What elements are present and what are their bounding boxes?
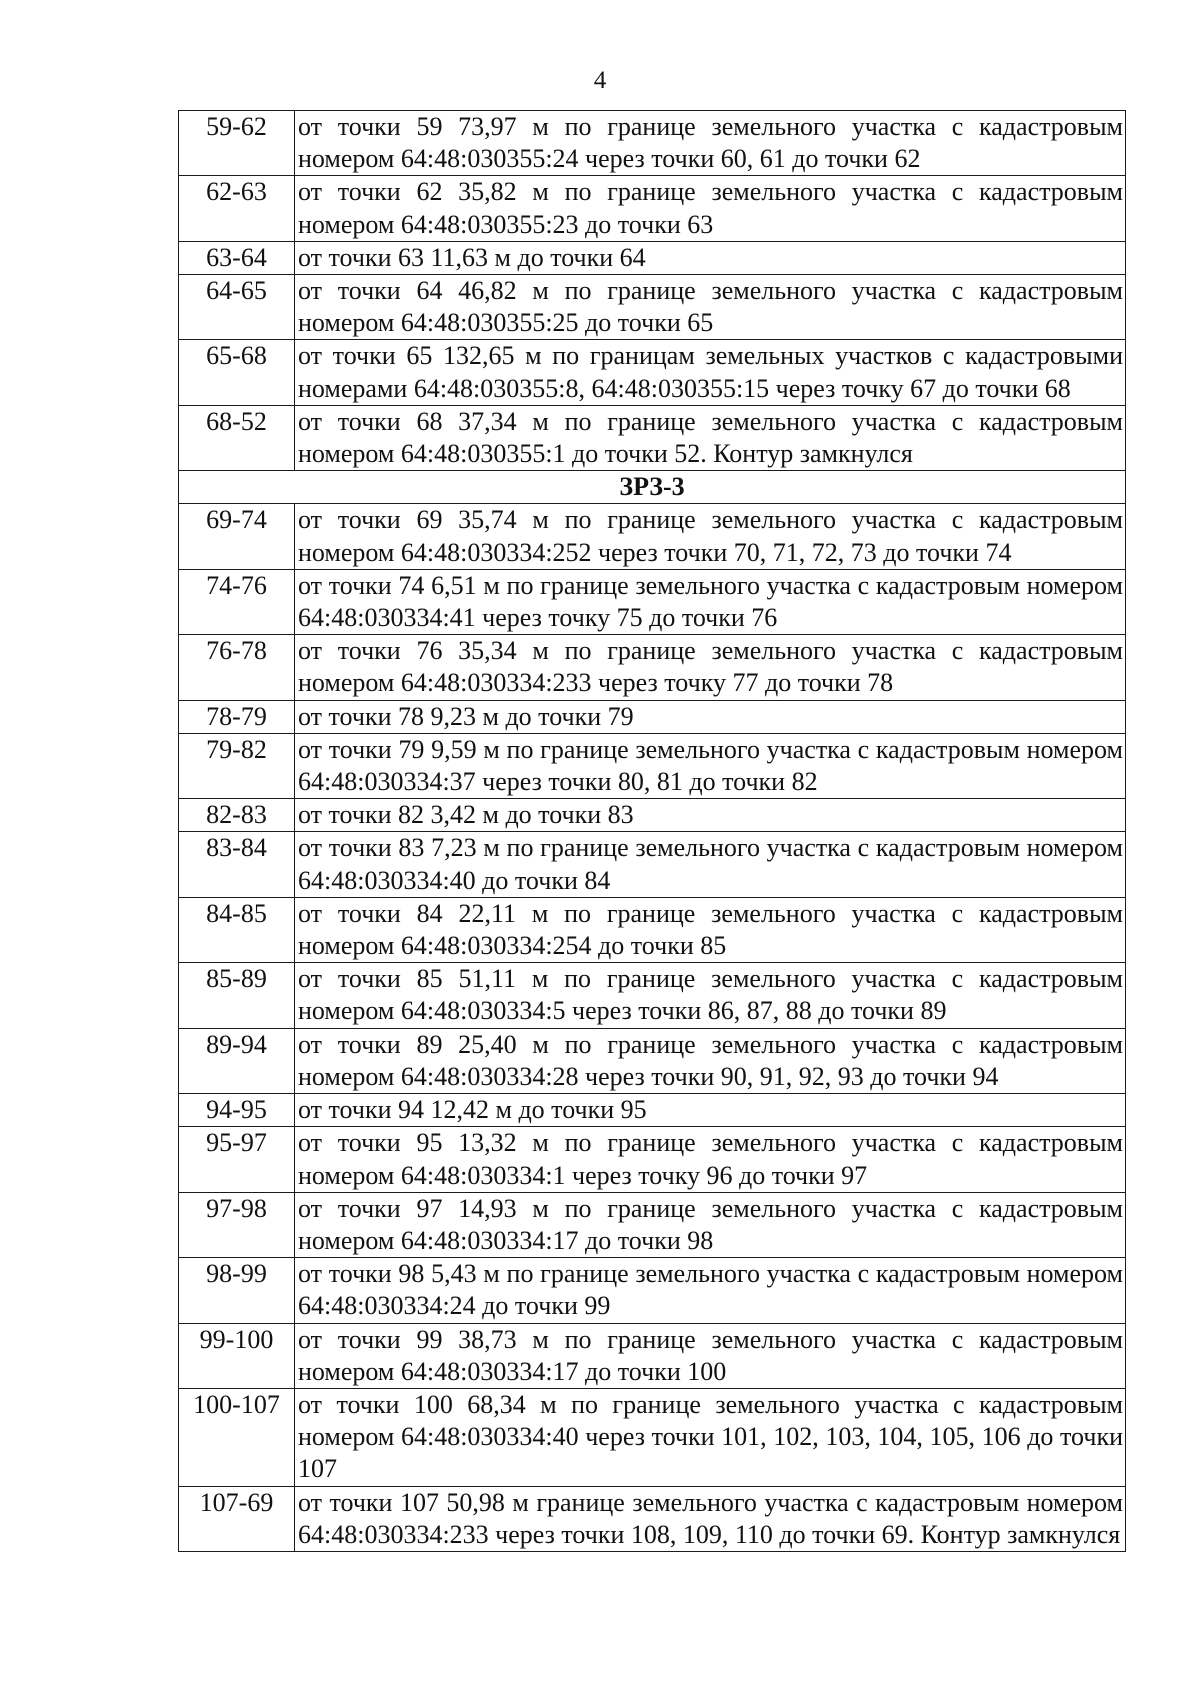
segment-cell: 62-63 <box>179 176 295 241</box>
segment-cell: 85-89 <box>179 963 295 1028</box>
table-row <box>179 1486 1126 1551</box>
table-row <box>179 733 1126 798</box>
description-cell: от точки 83 7,23 м по границе земельного участка с кадастровым номером 64:48:030334:40 до точки 84 <box>295 832 1126 897</box>
segment-cell: 76-78 <box>179 635 295 700</box>
table-row <box>179 275 1126 340</box>
segment-cell: 99-100 <box>179 1323 295 1388</box>
table-row <box>179 340 1126 405</box>
table-body <box>179 111 1126 1552</box>
description-cell: от точки 65 132,65 м по границам земельных участков с кадастровыми номерами 64:48:030355:8, 64:48:030355:15 через точку 67 до точки 68 <box>295 340 1126 405</box>
description-cell: от точки 89 25,40 м по границе земельного участка с кадастровым номером 64:48:030334:28 через точки 90, 91, 92, 93 до точки 94 <box>295 1028 1126 1093</box>
segment-cell: 64-65 <box>179 275 295 340</box>
table-row <box>179 1094 1126 1127</box>
segment-cell: 107-69 <box>179 1486 295 1551</box>
table-row <box>179 241 1126 274</box>
table-row <box>179 1028 1126 1093</box>
table-row <box>179 963 1126 1028</box>
segment-cell: 98-99 <box>179 1258 295 1323</box>
segment-cell: 68-52 <box>179 405 295 470</box>
description-cell: от точки 97 14,93 м по границе земельного участка с кадастровым номером 64:48:030334:17 до точки 98 <box>295 1192 1126 1257</box>
table-row <box>179 111 1126 176</box>
segment-cell: 94-95 <box>179 1094 295 1127</box>
segment-cell: 74-76 <box>179 569 295 634</box>
description-cell: от точки 59 73,97 м по границе земельного участка с кадастровым номером 64:48:030355:24 через точки 60, 61 до точки 62 <box>295 111 1126 176</box>
description-cell: от точки 94 12,42 м до точки 95 <box>295 1094 1126 1127</box>
table-row <box>179 569 1126 634</box>
description-cell: от точки 63 11,63 м до точки 64 <box>295 241 1126 274</box>
description-cell: от точки 74 6,51 м по границе земельного участка с кадастровым номером 64:48:030334:41 через точку 75 до точки 76 <box>295 569 1126 634</box>
description-cell: от точки 62 35,82 м по границе земельного участка с кадастровым номером 64:48:030355:23 до точки 63 <box>295 176 1126 241</box>
description-cell: от точки 68 37,34 м по границе земельного участка с кадастровым номером 64:48:030355:1 до точки 52. Контур замкнулся <box>295 405 1126 470</box>
boundary-description-table <box>178 110 1126 1552</box>
segment-cell: 82-83 <box>179 799 295 832</box>
description-cell: от точки 82 3,42 м до точки 83 <box>295 799 1126 832</box>
description-cell: от точки 100 68,34 м по границе земельного участка с кадастровым номером 64:48:030334:40 через точки 101, 102, 103, 104, 105, 106 до точки 107 <box>295 1388 1126 1486</box>
description-cell: от точки 84 22,11 м по границе земельного участка с кадастровым номером 64:48:030334:254 до точки 85 <box>295 897 1126 962</box>
zone-header-row <box>179 471 1126 504</box>
description-cell: от точки 85 51,11 м по границе земельного участка с кадастровым номером 64:48:030334:5 через точки 86, 87, 88 до точки 89 <box>295 963 1126 1028</box>
table-row <box>179 1388 1126 1486</box>
segment-cell: 78-79 <box>179 700 295 733</box>
segment-cell: 63-64 <box>179 241 295 274</box>
description-cell: от точки 76 35,34 м по границе земельного участка с кадастровым номером 64:48:030334:233 через точку 77 до точки 78 <box>295 635 1126 700</box>
table-row <box>179 1323 1126 1388</box>
table-row <box>179 1127 1126 1192</box>
description-cell: от точки 98 5,43 м по границе земельного участка с кадастровым номером 64:48:030334:24 до точки 99 <box>295 1258 1126 1323</box>
description-cell: от точки 107 50,98 м границе земельного участка с кадастровым номером 64:48:030334:233 через точки 108, 109, 110 до точки 69. Контур замкнулся <box>295 1486 1126 1551</box>
page-number: 4 <box>593 67 607 94</box>
zone-header-label: ЗРЗ-3 <box>179 471 1126 504</box>
table-row <box>179 504 1126 569</box>
segment-cell: 100-107 <box>179 1388 295 1486</box>
segment-cell: 89-94 <box>179 1028 295 1093</box>
segment-cell: 84-85 <box>179 897 295 962</box>
table-row <box>179 176 1126 241</box>
table-row <box>179 832 1126 897</box>
segment-cell: 65-68 <box>179 340 295 405</box>
segment-cell: 69-74 <box>179 504 295 569</box>
segment-cell: 83-84 <box>179 832 295 897</box>
table-row <box>179 700 1126 733</box>
table-row <box>179 1192 1126 1257</box>
segment-cell: 97-98 <box>179 1192 295 1257</box>
table-row <box>179 897 1126 962</box>
description-cell: от точки 64 46,82 м по границе земельного участка с кадастровым номером 64:48:030355:25 до точки 65 <box>295 275 1126 340</box>
table-row <box>179 635 1126 700</box>
description-cell: от точки 78 9,23 м до точки 79 <box>295 700 1126 733</box>
table-row <box>179 799 1126 832</box>
description-cell: от точки 95 13,32 м по границе земельного участка с кадастровым номером 64:48:030334:1 через точку 96 до точки 97 <box>295 1127 1126 1192</box>
description-cell: от точки 99 38,73 м по границе земельного участка с кадастровым номером 64:48:030334:17 до точки 100 <box>295 1323 1126 1388</box>
segment-cell: 79-82 <box>179 733 295 798</box>
table-row <box>179 405 1126 470</box>
description-cell: от точки 79 9,59 м по границе земельного участка с кадастровым номером 64:48:030334:37 через точки 80, 81 до точки 82 <box>295 733 1126 798</box>
description-cell: от точки 69 35,74 м по границе земельного участка с кадастровым номером 64:48:030334:252 через точки 70, 71, 72, 73 до точки 74 <box>295 504 1126 569</box>
table-row <box>179 1258 1126 1323</box>
segment-cell: 59-62 <box>179 111 295 176</box>
segment-cell: 95-97 <box>179 1127 295 1192</box>
